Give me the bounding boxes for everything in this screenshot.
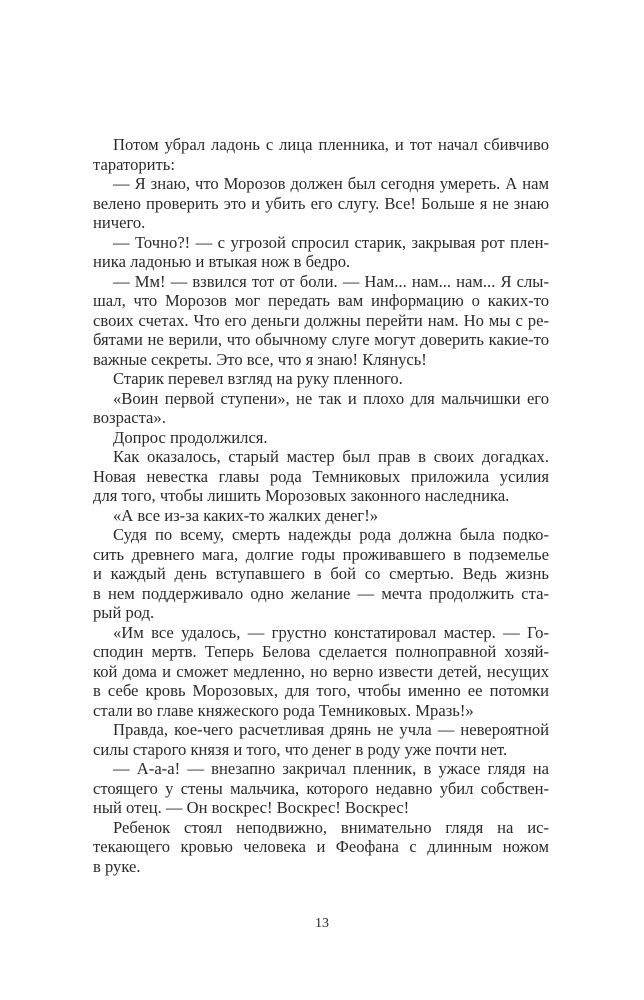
paragraph [93, 759, 549, 818]
paragraph [93, 447, 549, 506]
text-line: Как оказалось, старый мастер был прав в своих догадках. [113, 447, 549, 466]
page-number: 13 [315, 916, 329, 931]
text-line: Потом убрал ладонь с лица пленника, и тот начал сбивчиво [113, 135, 549, 154]
text-line: ный отец. — Он воскрес! Воскрес! Воскрес! [93, 798, 410, 817]
text-line: Правда, кое-чего расчетливая дрянь не учла — невероятной [113, 720, 549, 739]
text-line: кой дома и сможет медленно, но верно извести детей, несущих [93, 661, 549, 681]
text-line: велено проверить это и убить его слугу. Все! Больше я не знаю [93, 193, 549, 213]
text-line: бятами не верили, что обычному слуге могут доверить какие-то [93, 330, 549, 349]
text-line: стали во главе княжеского рода Темниковых. Мразь!» [93, 700, 474, 720]
text-line: возраста». [93, 408, 166, 427]
text-line: — А-а-а! — внезапно закричал пленник, в ужасе глядя на [113, 759, 549, 778]
text-line: — Точно?! — с угрозой спросил старик, закрывая рот плен- [113, 232, 549, 252]
paragraph [93, 233, 549, 272]
paragraph [93, 272, 549, 370]
text-line: Судя по всему, смерть надежды рода должна была подко- [113, 525, 549, 544]
text-line: Старик перевел взгляд на руку пленного. [113, 369, 403, 388]
text-line: «А все из-за каких-то жалких денег!» [113, 505, 379, 525]
text-line: ничего. [93, 213, 146, 232]
text-line: «Им все удалось, — грустно констатировал мастер. — Го- [113, 622, 549, 642]
text-line: шал, что Морозов мог передать вам информацию о каких-то [93, 291, 549, 310]
text-line: в руке. [93, 856, 141, 876]
text-line: Ребенок стоял неподвижно, внимательно глядя на ис- [113, 817, 549, 837]
text-line: — Я знаю, что Морозов должен был сегодня умереть. А нам [113, 174, 549, 193]
text-line: — Мм! — взвился тот от боли. — Нам... нам... нам... Я слы- [113, 271, 549, 291]
paragraph [93, 818, 549, 877]
paragraph [93, 135, 549, 174]
paragraph [93, 174, 549, 233]
text-line: рый род. [93, 603, 155, 622]
paragraph [93, 720, 549, 759]
text-line: Новая невестка главы рода Темниковых приложила усилия [93, 466, 549, 486]
text-line: силы старого князя и того, что денег в роду уже почти нет. [93, 739, 508, 759]
text-line: и каждый день вступавшего в бой со смертью. Ведь жизнь [93, 564, 549, 583]
paragraph [93, 369, 549, 389]
text-line: ника ладонью и втыкая нож в бедро. [93, 252, 351, 271]
text-line: стоящего у стены мальчика, которого недавно убил собствен- [93, 778, 549, 798]
text-line: важные секреты. Это все, что я знаю! Клянусь! [93, 349, 427, 369]
paragraph [93, 389, 549, 428]
text-line: «Воин первой ступени», не так и плохо для мальчишки его [113, 388, 549, 408]
paragraph [93, 428, 549, 448]
text-line: для того, чтобы лишить Морозовых законного наследника. [93, 486, 510, 505]
text-line: в нем поддерживало одно желание — мечта продолжить ста- [93, 583, 549, 603]
body-text [93, 135, 549, 876]
text-line: текающего кровью человека и Феофана с длинным ножом [93, 837, 549, 856]
paragraph [93, 506, 549, 526]
paragraph [93, 623, 549, 721]
paragraph [93, 525, 549, 623]
text-line: сподин мертв. Теперь Белова сделается полноправной хозяй- [93, 642, 549, 661]
text-line: Допрос продолжился. [113, 427, 268, 447]
text-line: тараторить: [93, 154, 175, 174]
text-line: своих счетах. Что его деньги должны перейти нам. Но мы с ре- [93, 310, 549, 330]
text-line: сить древнего мага, долгие годы проживавшего в подземелье [93, 544, 549, 564]
text-line: в себе кровь Морозовых, для того, чтобы именно ее потомки [93, 681, 549, 700]
